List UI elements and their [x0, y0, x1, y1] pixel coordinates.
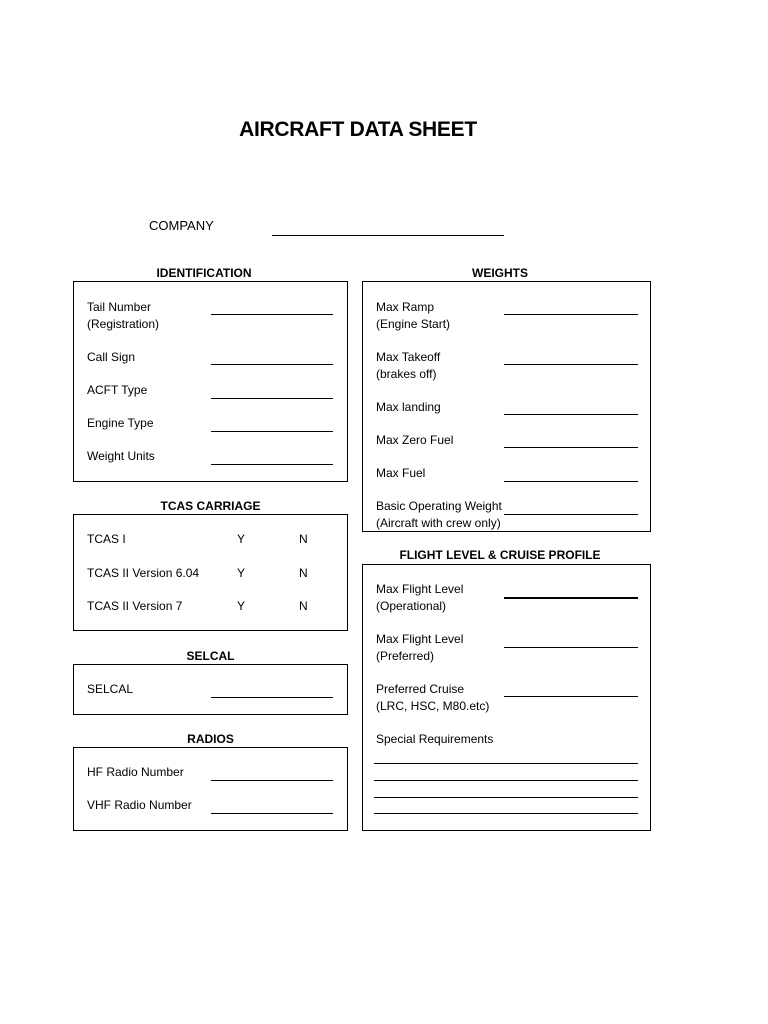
- weights-header: WEIGHTS: [472, 266, 528, 280]
- tcas-ii-604-no-option[interactable]: N: [299, 566, 308, 580]
- tail-number-sublabel: (Registration): [87, 317, 160, 331]
- max-ramp-label: Max Ramp: [376, 300, 435, 314]
- tcas-i-yes-option[interactable]: Y: [237, 532, 246, 546]
- basic-operating-weight-sublabel: (Aircraft with crew only): [376, 516, 501, 530]
- basic-operating-weight-input-line[interactable]: [504, 514, 638, 515]
- max-flight-level-operational-input-line[interactable]: [504, 597, 638, 599]
- company-label: COMPANY: [149, 218, 214, 233]
- vhf-radio-label: VHF Radio Number: [87, 798, 192, 812]
- selcal-input-line[interactable]: [211, 697, 333, 698]
- call-sign-input-line[interactable]: [211, 364, 333, 365]
- tail-number-label: Tail Number: [87, 300, 152, 314]
- selcal-header: SELCAL: [186, 649, 235, 663]
- tcas-i-no-option[interactable]: N: [299, 532, 308, 546]
- tcas-box: [73, 514, 348, 631]
- max-landing-input-line[interactable]: [504, 414, 638, 415]
- tcas-ii-7-no-option[interactable]: N: [299, 599, 308, 613]
- engine-type-label: Engine Type: [87, 416, 154, 430]
- tcas-ii-604-yes-option[interactable]: Y: [237, 566, 246, 580]
- tail-number-input-line[interactable]: [211, 314, 333, 315]
- max-flight-level-operational-sublabel: (Operational): [376, 599, 447, 613]
- preferred-cruise-input-line[interactable]: [504, 696, 638, 697]
- max-ramp-sublabel: (Engine Start): [376, 317, 451, 331]
- max-fuel-input-line[interactable]: [504, 481, 638, 482]
- tcas-ii-7-yes-option[interactable]: Y: [237, 599, 246, 613]
- max-takeoff-sublabel: (brakes off): [376, 367, 437, 381]
- max-takeoff-input-line[interactable]: [504, 364, 638, 365]
- flight-level-box: [362, 564, 651, 831]
- max-flight-level-operational-label: Max Flight Level: [376, 582, 464, 596]
- company-input-line[interactable]: [272, 235, 504, 236]
- hf-radio-input-line[interactable]: [211, 780, 333, 781]
- tcas-i-label: TCAS I: [87, 532, 126, 546]
- vhf-radio-input-line[interactable]: [211, 813, 333, 814]
- weight-units-label: Weight Units: [87, 449, 155, 463]
- page-title: AIRCRAFT DATA SHEET: [239, 118, 477, 141]
- special-requirements-line-3[interactable]: [374, 797, 638, 798]
- identification-header: IDENTIFICATION: [156, 266, 252, 280]
- call-sign-label: Call Sign: [87, 350, 136, 364]
- max-flight-level-preferred-label: Max Flight Level: [376, 632, 464, 646]
- max-takeoff-label: Max Takeoff: [376, 350, 441, 364]
- acft-type-label: ACFT Type: [87, 383, 148, 397]
- tcas-ii-604-label: TCAS II Version 6.04: [87, 566, 200, 580]
- special-requirements-line-4[interactable]: [374, 813, 638, 814]
- max-fuel-label: Max Fuel: [376, 466, 426, 480]
- tcas-ii-7-label: TCAS II Version 7: [87, 599, 183, 613]
- radios-box: [73, 747, 348, 831]
- special-requirements-label: Special Requirements: [376, 732, 494, 746]
- basic-operating-weight-label: Basic Operating Weight: [376, 499, 502, 513]
- weight-units-input-line[interactable]: [211, 464, 333, 465]
- weights-box: [362, 281, 651, 532]
- max-zero-fuel-label: Max Zero Fuel: [376, 433, 454, 447]
- max-flight-level-preferred-input-line[interactable]: [504, 647, 638, 648]
- identification-box: [73, 281, 348, 482]
- max-ramp-input-line[interactable]: [504, 314, 638, 315]
- selcal-label: SELCAL: [87, 682, 134, 696]
- radios-header: RADIOS: [187, 732, 234, 746]
- selcal-box: [73, 664, 348, 715]
- special-requirements-line-2[interactable]: [374, 780, 638, 781]
- max-landing-label: Max landing: [376, 400, 441, 414]
- flight-level-header: FLIGHT LEVEL & CRUISE PROFILE: [399, 548, 601, 562]
- max-flight-level-preferred-sublabel: (Preferred): [376, 649, 435, 663]
- acft-type-input-line[interactable]: [211, 398, 333, 399]
- preferred-cruise-sublabel: (LRC, HSC, M80.etc): [376, 699, 490, 713]
- tcas-header: TCAS CARRIAGE: [160, 499, 261, 513]
- engine-type-input-line[interactable]: [211, 431, 333, 432]
- preferred-cruise-label: Preferred Cruise: [376, 682, 465, 696]
- max-zero-fuel-input-line[interactable]: [504, 447, 638, 448]
- special-requirements-line-1[interactable]: [374, 763, 638, 764]
- hf-radio-label: HF Radio Number: [87, 765, 184, 779]
